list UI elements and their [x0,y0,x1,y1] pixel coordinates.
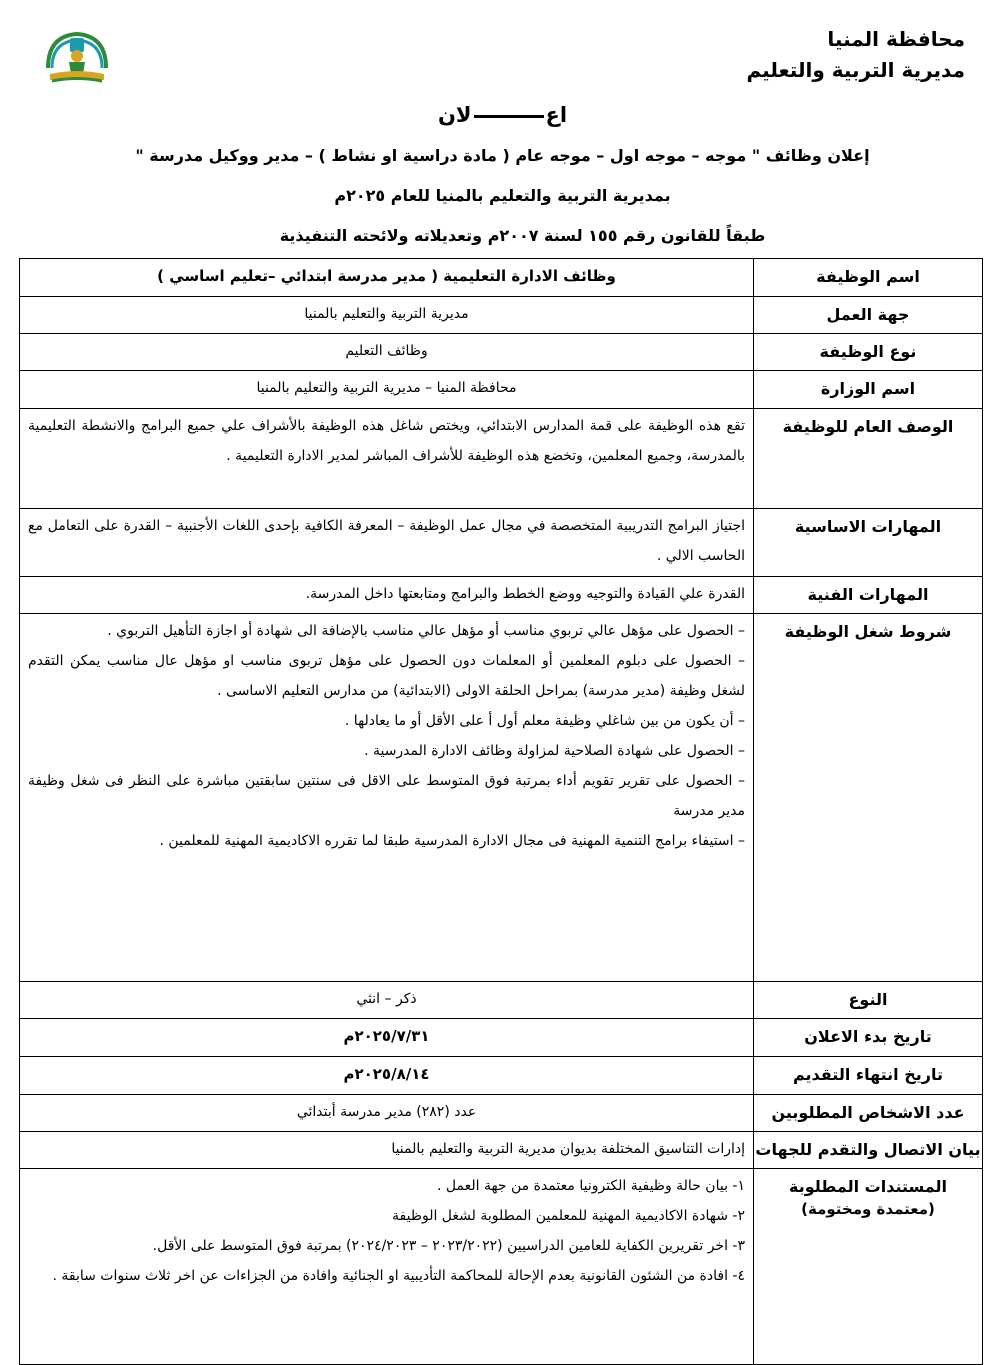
condition-item: – الحصول على دبلوم المعلمين أو المعلمات دون الحصول على مؤهل تربوى مناسب او مؤهل عال مناسب يمكن التقدم لشغل وظيفة (مدير مدرسة) بمراحل الحلقة الاولى (الابتدائية) من مدارس التعليم الاساسى . [28,653,745,699]
document-item: ٤- افادة من الشئون القانونية بعدم الإحالة للمحاكمة التأديبية او الجنائية وافادة من الجزاءات عن اخر ثلاث سنوات سابقة . [52,1268,745,1284]
ministry-value: محافظة المنيا – مديرية التربية والتعليم بالمنيا [20,371,754,409]
table-row [20,1132,983,1169]
start-date-text: ٢٠٢٥/٧/٣١م [343,1027,430,1045]
document-item: ٢- شهادة الاكاديمية المهنية للمعلمين المطلوبة لشغل الوظيفة [392,1208,745,1224]
documents-label-sub: (معتمدة ومختومة) [801,1200,935,1218]
announcement-title-start: اع [545,103,568,127]
end-date-text: ٢٠٢٥/٨/١٤م [343,1065,430,1083]
document-item: ٣- اخر تقريرين الكفاية للعامين الدراسيين (٢٠٢٣/٢٠٢٢ – ٢٠٢٤/٢٠٢٣) بمرتبة فوق المتوسط على الأقل. [152,1238,745,1254]
document-item: ١- بيان حالة وظيفية الكترونيا معتمدة من جهة العمل . [437,1178,745,1194]
announcement-line-2: بمديرية التربية والتعليم بالمنيا للعام ٢٠٢٥م [334,186,671,205]
announcement-line-1: إعلان وظائف " موجه – موجه اول – موجه عام ( مادة دراسية او نشاط ) – مدير ووكيل مدرسة " [135,146,870,165]
job-type-label: نوع الوظيفة [754,334,983,371]
tech-skills-label: المهارات الفنية [754,577,983,614]
table-row [20,1169,983,1365]
header-block [747,24,966,86]
table-row [20,577,983,614]
condition-item: – أن يكون من بين شاغلي وظيفة معلم أول أ على الأقل أو ما يعادلها . [344,713,745,729]
table-row [20,614,983,982]
start-date-label: تاريخ بدء الاعلان [754,1019,983,1057]
announcement-line-3: طبقاً للقانون رقم ١٥٥ لسنة ٢٠٠٧م وتعديلاته ولائحته التنفيذية [279,226,766,245]
contact-label: بيان الاتصال والتقدم للجهات [754,1132,983,1169]
gender-label: النوع [754,982,983,1019]
table-row [20,509,983,577]
directorate-logo-icon [40,28,114,88]
ministry-label: اسم الوزارة [754,371,983,409]
condition-item: – الحصول على مؤهل عالي تربوي مناسب أو مؤهل عالي مناسب بالإضافة الى شهادة أو اجازة التأهيل التربوي . [107,623,745,639]
documents-value [20,1169,754,1365]
start-date-value [20,1019,754,1057]
job-name-text: وظائف الادارة التعليمية ( مدير مدرسة ابتدائي –تعليم اساسي ) [157,267,616,285]
documents-label [754,1169,983,1365]
table-row [20,1057,983,1095]
description-label: الوصف العام للوظيفة [754,409,983,509]
conditions-label: شروط شغل الوظيفة [754,614,983,982]
table-row [20,1095,983,1132]
condition-item: – استيفاء برامج التنمية المهنية فى مجال الادارة المدرسية طبقا لما تقرره الاكاديمية المهنية للمعلمين . [159,833,745,849]
announcement-title [0,103,1005,127]
table-row [20,371,983,409]
basic-skills-value: اجتياز البرامج التدريبية المتخصصة في مجال عمل الوظيفة – المعرفة الكافية بإحدى اللغات الأجنبية – القدرة على التعامل مع الحاسب الالي . [20,509,754,577]
table-row [20,297,983,334]
end-date-label: تاريخ انتهاء التقديم [754,1057,983,1095]
contact-value: إدارات التناسيق المختلفة بديوان مديرية التربية والتعليم بالمنيا [20,1132,754,1169]
governorate-name: محافظة المنيا [827,27,965,51]
table-row [20,409,983,509]
job-name-label: اسم الوظيفة [754,259,983,297]
title-kashida-line [474,115,544,118]
conditions-value [20,614,754,982]
count-value: عدد (٢٨٢) مدير مدرسة أبتدائي [20,1095,754,1132]
announcement-title-end: لان [437,103,472,127]
documents-label-text: المستندات المطلوبة [788,1177,947,1196]
tech-skills-value: القدرة علي القيادة والتوجيه ووضع الخطط والبرامج ومتابعتها داخل المدرسة. [20,577,754,614]
table-row [20,982,983,1019]
workplace-value: مديرية التربية والتعليم بالمنيا [20,297,754,334]
condition-item: – الحصول على تقرير تقويم أداء بمرتبة فوق المتوسط على الاقل فى سنتين سابقتين مباشرة على النظر فى شغل وظيفة مدير مدرسة [28,773,745,819]
workplace-label: جهة العمل [754,297,983,334]
directorate-name: مديرية التربية والتعليم [746,58,965,82]
description-value: تقع هذه الوظيفة على قمة المدارس الابتدائي، ويختص شاغل هذه الوظيفة بالأشراف علي جميع البرامج والانشطة التعليمية بالمدرسة، وجميع المعلمين، وتخضع هذه الوظيفة للأشراف المباشر لمدير الادارة التعليمية . [20,409,754,509]
job-details-table [19,258,983,1365]
condition-item: – الحصول على شهادة الصلاحية لمزاولة وظائف الادارة المدرسية . [364,743,745,759]
table-row [20,334,983,371]
job-type-value: وظائف التعليم [20,334,754,371]
count-label: عدد الاشخاص المطلوبين [754,1095,983,1132]
table-row [20,1019,983,1057]
gender-value: ذكر – انثي [20,982,754,1019]
table-row [20,259,983,297]
job-name-value [20,259,754,297]
end-date-value [20,1057,754,1095]
basic-skills-label: المهارات الاساسية [754,509,983,577]
